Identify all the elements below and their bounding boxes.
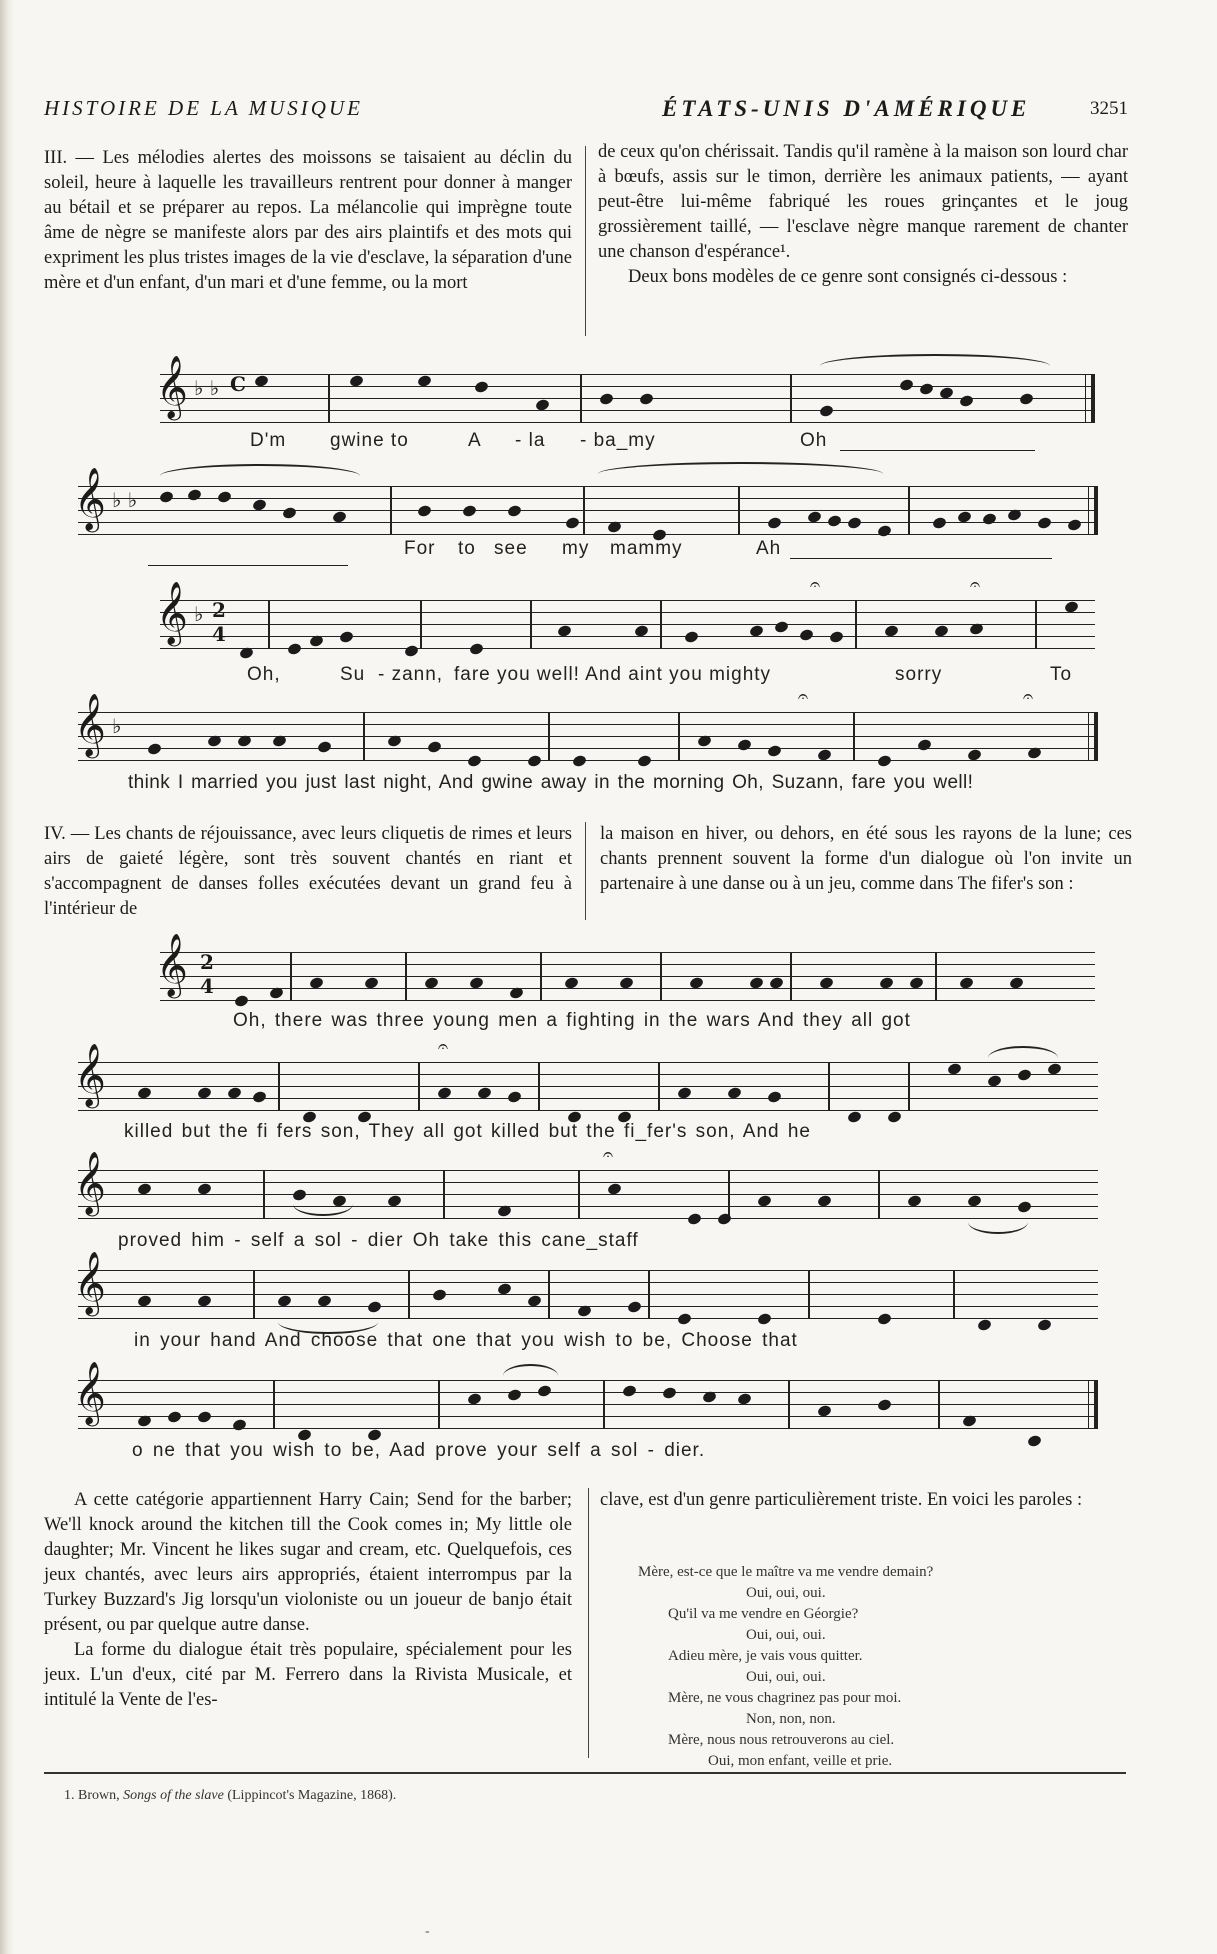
treble-clef-icon: 𝄞 — [156, 355, 188, 418]
poem-line: Qu'il va me vendre en Géorgie? — [668, 1606, 859, 1622]
music2-lyric-2: killed but the fi fers son, They all got killed but the fi_fer's son, And he — [124, 1121, 812, 1142]
treble-clef-icon: 𝄞 — [74, 1043, 106, 1106]
section4-right-column — [600, 822, 1132, 897]
music1-lyric-2f: Ah — [756, 538, 782, 559]
poem-line: Oui, oui, oui. — [746, 1627, 826, 1643]
poem-line: Mère, est-ce que le maître va me vendre demain? — [638, 1564, 934, 1580]
flat-sign-icon: ♭ ♭ — [112, 488, 138, 512]
fermata-icon: 𝄐 — [810, 574, 821, 595]
running-header-left: HISTOIRE DE LA MUSIQUE — [44, 96, 363, 120]
column-divider — [585, 822, 586, 920]
footnote-source: (Lippincot's Magazine, 1868). — [227, 1788, 397, 1803]
treble-clef-icon: 𝄞 — [156, 933, 188, 996]
music1-lyric-1e: - ba_my — [580, 430, 656, 451]
section5-left-column — [44, 1488, 572, 1713]
section5-right-column — [600, 1488, 1132, 1513]
music1-lyric-3a: Oh, — [247, 664, 281, 685]
footnote-author: Brown, — [78, 1788, 120, 1803]
footnote-title: Songs of the slave — [123, 1788, 224, 1803]
section4-left-column — [44, 822, 572, 922]
music1-lyric-2e: mammy — [610, 538, 683, 559]
section3-left-text: III. — Les mélodies alertes des moissons se taisaient au déclin du soleil, heure à laquelle les travailleurs rentrent pour donner à manger au bétail et se préparer au repos. La mélancolie qui imprègne toute âme de nègre se manifeste alors par des airs plaintifs et des mots qui expriment les plus tristes images de la vie d'esclave, la séparation d'une mère et d'un enfant, d'un mari et d'une femme, ou la mort — [44, 148, 572, 293]
flat-sign-icon: ♭ — [194, 602, 204, 626]
fermata-icon: 𝄐 — [1023, 686, 1034, 707]
fermata-icon: 𝄐 — [438, 1036, 449, 1057]
music1-lyric-1a: D'm — [250, 430, 287, 451]
section3-right-text-2: Deux bons modèles de ce genre sont consignés ci-dessous : — [628, 267, 1068, 287]
running-header-right: ÉTATS-UNIS D'AMÉRIQUE — [662, 96, 1031, 121]
music1-lyric-2c: see — [494, 538, 528, 559]
music1-staff-1 — [156, 355, 1095, 422]
music1-lyric-2a: For — [404, 538, 436, 559]
music1-lyric-1c: A — [468, 430, 482, 451]
page-edge-shadow — [0, 0, 14, 1954]
section3-right-text-1: de ceux qu'on chérissait. Tandis qu'il ramène à la maison son lourd char à bœufs, assis sur le timon, derrière les animaux patients, — ayant peut-être lui-même fabriqué les roues grinçantes et le joug grossièrement taillé, — l'esclave nègre manque rarement de chanter une chanson d'espérance¹. — [598, 142, 1128, 262]
poem-line: Oui, oui, oui. — [746, 1669, 826, 1685]
section3-right-column — [598, 140, 1128, 290]
music2-lyric-3: proved him - self a sol - dier Oh take this cane_staff — [118, 1230, 639, 1251]
time-signature: 2 4 — [212, 598, 226, 646]
music1-lyric-4: think I married you just last night, And gwine away in the morning Oh, Suzann, fare you well! — [128, 772, 974, 793]
footnote-number: 1. — [64, 1788, 75, 1803]
footnote-separator — [44, 1772, 1126, 1774]
music1-lyric-2b: to — [458, 538, 476, 559]
flat-sign-icon: ♭ — [112, 714, 122, 738]
fermata-icon: 𝄐 — [970, 574, 981, 595]
music1-staff-2 — [74, 467, 1098, 534]
music1-lyric-3f: To — [1050, 664, 1073, 685]
treble-clef-icon: 𝄞 — [74, 1251, 106, 1314]
treble-clef-icon: 𝄞 — [74, 467, 106, 530]
music1-lyric-1b: gwine to — [330, 430, 409, 451]
column-divider — [585, 146, 586, 336]
poem-line: Oui, mon enfant, veille et prie. — [708, 1753, 893, 1769]
treble-clef-icon: 𝄞 — [156, 581, 188, 644]
common-time-icon: C — [230, 372, 246, 396]
poem-line: Mère, ne vous chagrinez pas pour moi. — [668, 1690, 902, 1706]
footnote — [64, 1788, 396, 1804]
fermata-icon: 𝄐 — [603, 1144, 614, 1165]
music2-lyric-5: o ne that you wish to be, Aad prove your self a sol - dier. — [132, 1440, 706, 1461]
poem-line: Oui, oui, oui. — [746, 1585, 826, 1601]
music1-lyric-3e: sorry — [895, 664, 943, 685]
fermata-icon: 𝄐 — [798, 686, 809, 707]
section4-left-text: IV. — Les chants de réjouissance, avec leurs cliquetis de rimes et leurs airs de gaieté légère, sont très souvent chantés en riant et s'accompagnent de danses folles exécutées devant un grand feu à l'intérieur de — [44, 824, 572, 919]
music2-staff-5 — [74, 1361, 1098, 1428]
music2-staff-2 — [74, 1036, 1098, 1110]
music2-staff-3 — [74, 1144, 1098, 1218]
bottom-mark: - — [425, 1924, 430, 1939]
music2-staff-4 — [74, 1251, 1098, 1318]
music1-staff-3 — [156, 574, 1095, 648]
section5-right-text: clave, est d'un genre particulièrement triste. En voici les paroles : — [600, 1490, 1083, 1510]
music2-staff-1 — [156, 933, 1095, 1000]
lyric-extender-line — [790, 558, 1052, 559]
music2-lyric-4: in your hand And choose that one that you wish to be, Choose that — [134, 1330, 798, 1351]
section5-left-text-1: A cette catégorie appartiennent Harry Cain; Send for the barber; We'll knock around the kitchen till the Cook comes in; My little ole daughter; Mr. Vincent he likes sugar and cream, etc. Quelquefois, ces jeux chantés, avec leurs airs appropriés, étaient interrompus par la Turkey Buzzard's Jig lorsqu'un violoniste ou un joueur de banjo était présent, ou par quelque autre danse. — [44, 1490, 572, 1635]
music1-lyric-3c: - zann, — [378, 664, 444, 685]
music1-lyric-3d: fare you well! And aint you mighty — [454, 664, 772, 685]
page-number: 3251 — [1090, 98, 1128, 119]
poem-line: Mère, nous nous retrouverons au ciel. — [668, 1732, 895, 1748]
time-signature: 2 4 — [200, 950, 214, 998]
flat-sign-icon: ♭ ♭ — [194, 376, 220, 400]
treble-clef-icon: 𝄞 — [74, 693, 106, 756]
section3-left-column — [44, 146, 572, 296]
music1-staff-4 — [74, 686, 1098, 760]
music1-lyric-1d: - la — [515, 430, 546, 451]
section4-right-text: la maison en hiver, ou dehors, en été sous les rayons de la lune; ces chants prennent souvent la forme d'un dialogue où l'on invite un partenaire à une danse ou à un jeu, comme dans The fifer's son : — [600, 824, 1132, 894]
music1-lyric-1f: Oh — [800, 430, 828, 451]
music2-lyric-1: Oh, there was three young men a fighting in the wars And they all got — [233, 1010, 911, 1031]
section5-left-text-2: La forme du dialogue était très populaire, spécialement pour les jeux. L'un d'eux, cité par M. Ferrero dans la Rivista Musicale, et intitulé la Vente de l'es- — [44, 1640, 572, 1710]
lyric-extender-line — [840, 450, 1035, 451]
lyric-extender-line — [148, 565, 348, 566]
poem-line: Adieu mère, je vais vous quitter. — [668, 1648, 863, 1664]
poem-line: Non, non, non. — [746, 1711, 836, 1727]
treble-clef-icon: 𝄞 — [74, 1361, 106, 1424]
music1-lyric-3b: Su — [340, 664, 366, 685]
poem — [638, 1562, 933, 1772]
treble-clef-icon: 𝄞 — [74, 1151, 106, 1214]
music1-lyric-2d: my — [562, 538, 590, 559]
column-divider — [588, 1488, 589, 1758]
